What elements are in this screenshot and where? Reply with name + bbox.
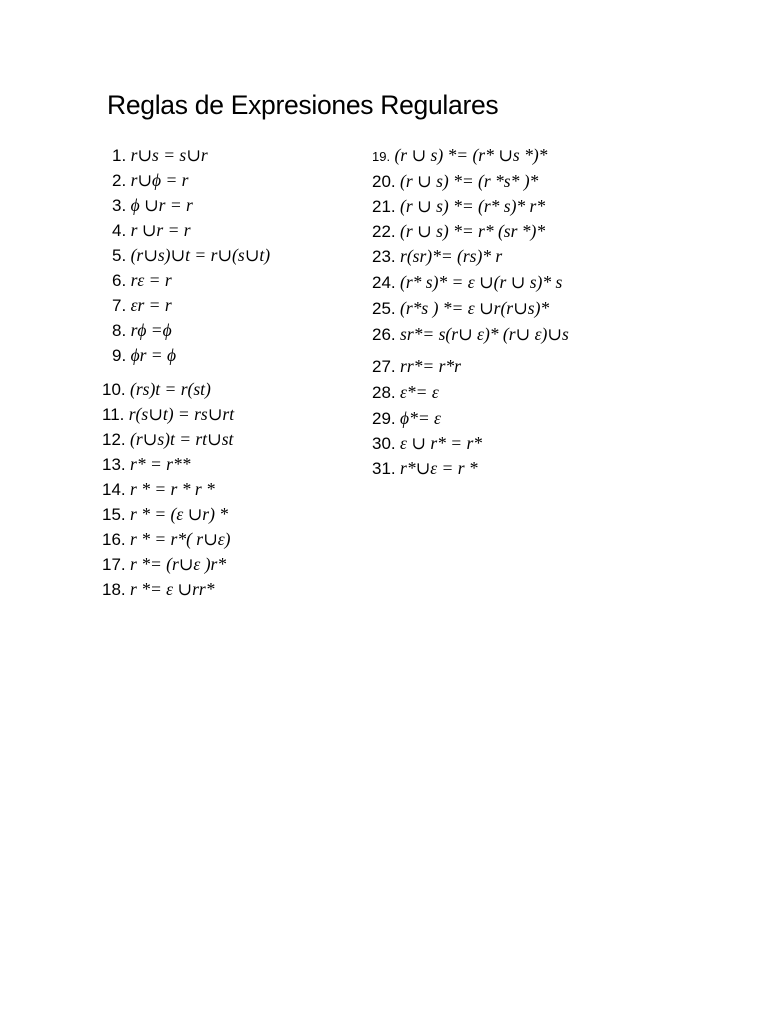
rule-27: 27. rr*= r*r: [372, 356, 461, 376]
rule-1: 1. r∪s = s∪r: [112, 145, 208, 165]
page-title: Reglas de Expresiones Regulares: [107, 90, 499, 120]
rule-17: 17. r *= (r∪ε )r*: [102, 554, 227, 574]
rule-14: 14. r * = r * r *: [102, 479, 215, 499]
rule-22: 22. (r ∪ s) *= r* (sr *)*: [372, 221, 546, 241]
rule-12: 12. (r∪s)t = rt∪st: [102, 429, 234, 449]
rule-19: 19. (r ∪ s) *= (r* ∪s *)*: [372, 145, 548, 165]
rule-8: 8. rϕ =ϕ: [112, 320, 172, 340]
rule-24: 24. (r* s)* = ε ∪(r ∪ s)* s: [372, 272, 563, 292]
rule-6: 6. rε = r: [112, 270, 172, 290]
rule-21: 21. (r ∪ s) *= (r* s)* r*: [372, 196, 546, 216]
rule-7: 7. εr = r: [112, 295, 172, 315]
rule-5: 5. (r∪s)∪t = r∪(s∪t): [112, 245, 271, 265]
rule-15: 15. r * = (ε ∪r) *: [102, 504, 229, 524]
rule-2: 2. r∪ϕ = r: [112, 170, 189, 190]
rule-16: 16. r * = r*( r∪ε): [102, 529, 231, 549]
rule-31: 31. r*∪ε = r *: [372, 458, 478, 478]
rule-29: 29. ϕ*= ε: [372, 408, 441, 428]
rule-10: 10. (rs)t = r(st): [102, 379, 211, 399]
rule-26: 26. sr*= s(r∪ ε)* (r∪ ε)∪s: [372, 324, 569, 344]
rule-20: 20. (r ∪ s) *= (r *s* )*: [372, 171, 539, 191]
rule-25: 25. (r*s ) *= ε ∪r(r∪s)*: [372, 298, 550, 318]
rule-4: 4. r ∪r = r: [112, 220, 191, 240]
rule-18: 18. r *= ε ∪rr*: [102, 579, 215, 599]
rule-9: 9. ϕr = ϕ: [112, 345, 177, 365]
rule-3: 3. ϕ ∪r = r: [112, 195, 193, 215]
rule-30: 30. ε ∪ r* = r*: [372, 433, 483, 453]
rule-23: 23. r(sr)*= (rs)* r: [372, 246, 503, 266]
rule-28: 28. ε*= ε: [372, 382, 439, 402]
rule-11: 11. r(s∪t) = rs∪rt: [102, 404, 235, 424]
rule-13: 13. r* = r**: [102, 454, 191, 474]
